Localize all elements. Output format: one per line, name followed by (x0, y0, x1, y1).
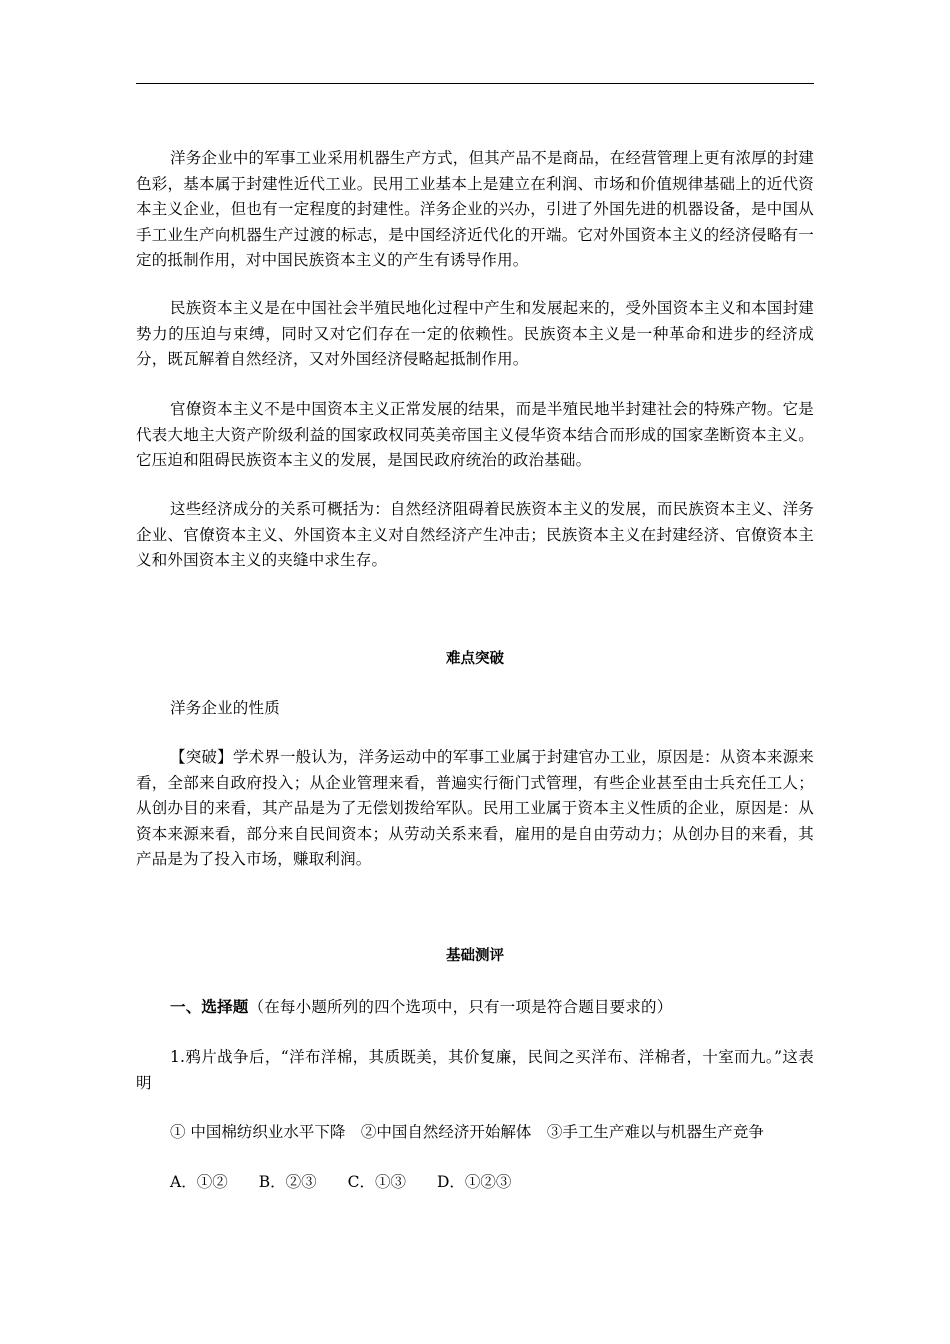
heading-difficulty: 难点突破 (446, 651, 504, 667)
difficulty-topic: 洋务企业的性质 (170, 699, 280, 717)
section-multiple-choice (136, 995, 814, 1021)
header-rule (136, 83, 814, 84)
question-1-options: A．①② B．②③ C．①③ D．①②③ (170, 1173, 512, 1191)
section-title: 一、选择题 (170, 998, 249, 1016)
section-note: （在每小题所列的四个选项中，只有一项是符合题目要求的） (248, 998, 673, 1016)
paragraph-economic-relations: 这些经济成分的关系可概括为：自然经济阻碍着民族资本主义的发展，而民族资本主义、洋务企业、官僚资本主义、外国资本主义对自然经济产生冲击；民族资本主义在封建经济、官僚资本主义和外国资本主义的夹缝中求生存。 (136, 500, 814, 569)
breakthrough-text: 学术界一般认为，洋务运动中的军事工业属于封建官办工业，原因是：从资本来源来看，全部来自政府投入；从企业管理来看，普遍实行衙门式管理，有些企业甚至由士兵充任工人；从创办目的来看，其产品是为了无偿划拨给军队。民用工业属于资本主义性质的企业，原因是：从资本来源来看，部分来自民间资本；从劳动关系来看，雇用的是自由劳动力；从创办目的来看，其产品是为了投入市场，赚取利润。 (136, 748, 814, 868)
difficulty-breakthrough (136, 745, 814, 873)
document-page (136, 0, 814, 1344)
heading-basic-test: 基础测评 (446, 948, 504, 964)
breakthrough-label: 【突破】 (170, 748, 233, 766)
question-1-statements: ① 中国棉纺织业水平下降 ②中国自然经济开始解体 ③手工生产难以与机器生产竞争 (170, 1123, 764, 1141)
paragraph-national-capitalism: 民族资本主义是在中国社会半殖民地化过程中产生和发展起来的，受外国资本主义和本国封建势力的压迫与束缚，同时又对它们存在一定的依赖性。民族资本主义是一种革命和进步的经济成分，既瓦解着自然经济，又对外国经济侵略起抵制作用。 (136, 299, 814, 368)
question-1-text: 1.鸦片战争后，“洋布洋棉，其质既美，其价复廉，民间之买洋布、洋棉者，十室而九。”这表明 (136, 1048, 814, 1092)
paragraph-yangwu-enterprises: 洋务企业中的军事工业采用机器生产方式，但其产品不是商品，在经营管理上更有浓厚的封建色彩，基本属于封建性近代工业。民用工业基本上是建立在利润、市场和价值规律基础上的近代资本主义企业，但也有一定程度的封建性。洋务企业的兴办，引进了外国先进的机器设备，是中国从手工业生产向机器生产过渡的标志，是中国经济近代化的开端。它对外国资本主义的经济侵略有一定的抵制作用，对中国民族资本主义的产生有诱导作用。 (136, 149, 814, 269)
paragraph-bureaucratic-capitalism: 官僚资本主义不是中国资本主义正常发展的结果，而是半殖民地半封建社会的特殊产物。它是代表大地主大资产阶级利益的国家政权同英美帝国主义侵华资本结合而形成的国家垄断资本主义。它压迫和阻碍民族资本主义的发展，是国民政府统治的政治基础。 (136, 400, 814, 469)
